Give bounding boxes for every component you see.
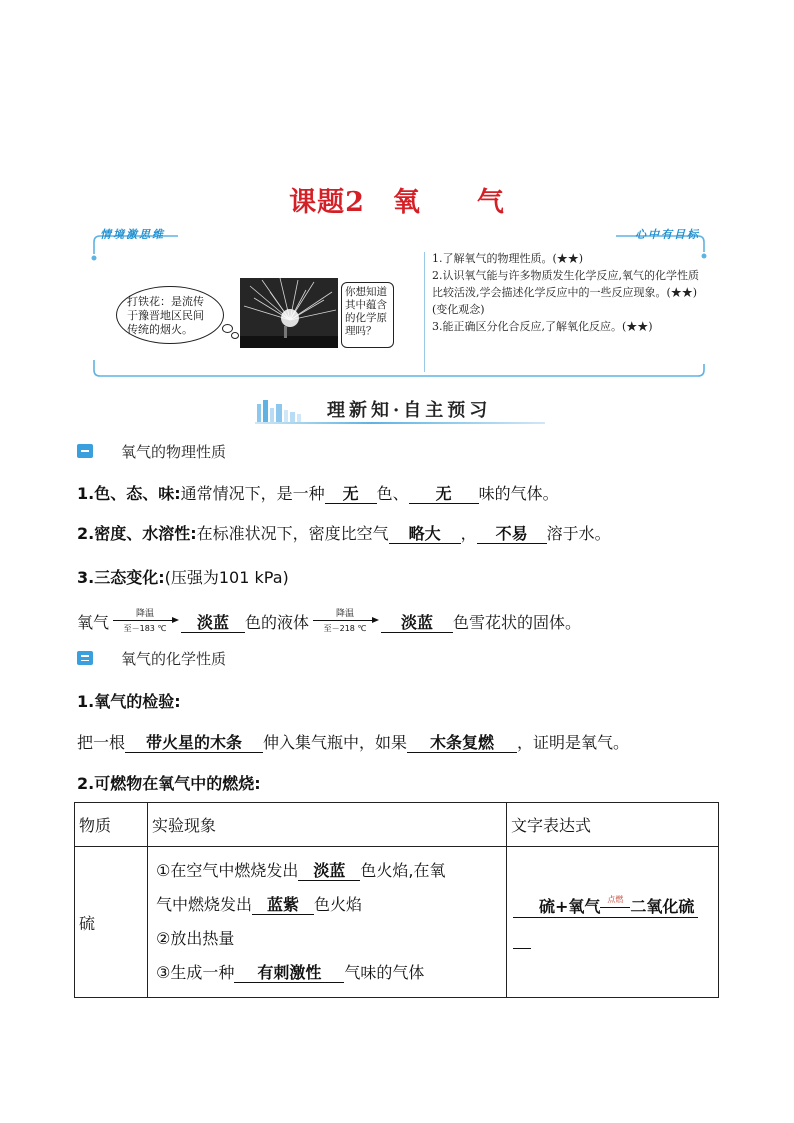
banner-underline bbox=[255, 422, 545, 424]
answer-blank: 无 bbox=[409, 484, 479, 504]
phenomenon-line: ②放出热量 bbox=[156, 929, 235, 948]
reaction-condition bbox=[600, 896, 630, 914]
banner-title: 理新知·自主预习 bbox=[327, 400, 492, 421]
answer-blank-continuation bbox=[513, 928, 531, 949]
table-header-row bbox=[75, 803, 719, 847]
answer-blank: 木条复燃 bbox=[407, 733, 517, 753]
cell-text: ③生成一种 bbox=[156, 963, 235, 982]
arrow-temperature: 至－218 ℃ bbox=[323, 624, 367, 633]
thought-bubble: 打铁花：是流传于豫晋地区民间传统的烟火。 bbox=[116, 286, 224, 344]
item-text: ， bbox=[460, 524, 477, 543]
section1-title: 氧气的物理性质 bbox=[121, 443, 227, 461]
answer-blank: 淡蓝 bbox=[381, 613, 453, 633]
cell-text: 色火焰 bbox=[314, 895, 363, 914]
section2-heading bbox=[77, 648, 226, 669]
cooling-arrow-1 bbox=[111, 608, 179, 634]
cooling-arrow-2 bbox=[311, 608, 379, 634]
goal-item: 3.能正确区分化合反应,了解氧化反应。(★★) bbox=[432, 320, 653, 333]
section2-item2-label: 2.可燃物在氧气中的燃烧: bbox=[77, 774, 261, 793]
item-text: 溶于水。 bbox=[546, 524, 611, 543]
state-change-chain bbox=[77, 608, 581, 634]
item-label: 1.色、态、味: bbox=[77, 484, 181, 503]
equation-products: 二氧化硫 bbox=[630, 896, 695, 916]
section-badge-icon bbox=[77, 444, 93, 458]
intro-divider bbox=[424, 252, 425, 372]
answer-blank: 淡蓝 bbox=[298, 861, 360, 881]
chain-text: 色雪花状的固体。 bbox=[453, 613, 582, 632]
learning-goals bbox=[432, 250, 702, 335]
intro-tag-right: 心中有目标 bbox=[635, 228, 700, 241]
section1-item1 bbox=[77, 481, 559, 504]
item-label: 3.三态变化: bbox=[77, 568, 165, 587]
section1-item2 bbox=[77, 521, 611, 544]
section-badge-icon bbox=[77, 651, 93, 665]
equation-reactants: 硫+氧气 bbox=[539, 896, 601, 916]
arrow-condition: 降温 bbox=[136, 609, 155, 619]
arrow-condition: 降温 bbox=[336, 609, 355, 619]
item-text: 在标准状况下，密度比空气 bbox=[196, 524, 389, 543]
item-note: (压强为101 kPa) bbox=[164, 568, 289, 587]
section2-item1-label: 1.氧气的检验: bbox=[77, 692, 181, 711]
goal-item: 2.认识氧气能与许多物质发生化学反应,氧气的化学性质比较活泼,学会描述化学反应中的一些反应现象。(★★)(变化观念) bbox=[432, 269, 699, 316]
section1-heading bbox=[77, 441, 226, 462]
item-text: 通常情况下，是一种 bbox=[180, 484, 325, 503]
word-equation bbox=[513, 896, 698, 918]
banner-buildings-icon bbox=[255, 398, 315, 422]
sparks-image bbox=[240, 278, 338, 348]
answer-blank: 蓝紫 bbox=[252, 895, 314, 915]
section-banner bbox=[255, 396, 545, 424]
table-cell-phenomena bbox=[148, 847, 507, 998]
table-cell-equation bbox=[507, 847, 719, 998]
answer-blank: 无 bbox=[325, 484, 377, 504]
item-text: 色、 bbox=[376, 484, 409, 503]
page-title: 课题2 氧 气 bbox=[289, 187, 505, 218]
table-header: 物质 bbox=[75, 803, 148, 847]
intro-tag-left: 情境激思维 bbox=[100, 228, 165, 241]
answer-blank: 略大 bbox=[389, 524, 461, 544]
table-cell-substance: 硫 bbox=[75, 847, 148, 998]
answer-blank: 带火星的木条 bbox=[125, 733, 263, 753]
answer-blank: 淡蓝 bbox=[181, 613, 245, 633]
answer-blank: 不易 bbox=[477, 524, 547, 544]
item-label: 2.密度、水溶性: bbox=[77, 524, 197, 543]
question-box: 你想知道其中蕴含的化学原理吗？ bbox=[341, 282, 394, 348]
table-header: 实验现象 bbox=[148, 803, 507, 847]
table-header: 文字表达式 bbox=[507, 803, 719, 847]
condition-label: 点燃 bbox=[607, 894, 624, 904]
arrow-temperature: 至－183 ℃ bbox=[123, 624, 167, 633]
section2-item1 bbox=[77, 730, 629, 753]
iron-flower-photo bbox=[240, 278, 338, 348]
item-text: ，证明是氧气。 bbox=[517, 733, 630, 752]
item-text: 把一根 bbox=[77, 733, 126, 752]
intro-frame bbox=[88, 228, 710, 378]
item-text: 伸入集气瓶中，如果 bbox=[263, 733, 408, 752]
chain-start: 氧气 bbox=[77, 613, 110, 632]
phenomenon-line bbox=[156, 895, 498, 915]
cell-text: 色火焰,在氧 bbox=[360, 861, 446, 880]
phenomenon-line bbox=[156, 963, 498, 983]
item-text: 味的气体。 bbox=[478, 484, 559, 503]
phenomenon-line bbox=[156, 861, 498, 881]
goal-item: 1.了解氧气的物理性质。(★★) bbox=[432, 252, 584, 265]
chain-text: 色的液体 bbox=[245, 613, 310, 632]
cell-text: ①在空气中燃烧发出 bbox=[156, 861, 299, 880]
table-row bbox=[75, 847, 719, 998]
cell-text: 气味的气体 bbox=[344, 963, 425, 982]
section1-item3 bbox=[77, 565, 289, 588]
cell-text: 气中燃烧发出 bbox=[156, 895, 253, 914]
combustion-table bbox=[74, 802, 719, 998]
answer-blank: 有刺激性 bbox=[234, 963, 344, 983]
section2-title: 氧气的化学性质 bbox=[121, 650, 227, 668]
